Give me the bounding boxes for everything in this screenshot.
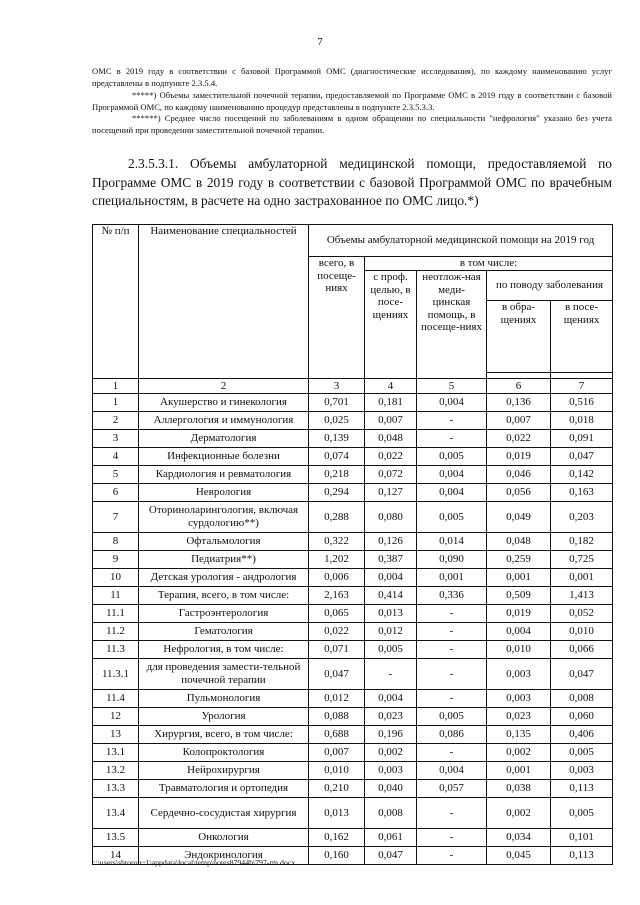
row-urgent: 0,014 [417,533,487,551]
row-visits: 0,060 [551,708,613,726]
row-appeals: 0,038 [487,780,551,798]
row-prof: 0,387 [365,551,417,569]
table-row [93,726,613,744]
row-appeals: 0,034 [487,829,551,847]
row-prof: 0,127 [365,484,417,502]
table-row [93,641,613,659]
row-specialty: Хирургия, всего, в том числе: [139,726,309,744]
footnote-continuation: ОМС в 2019 году в соответствии с базовой Программой ОМС (диагностические исследования), по каждому наименованию услуг представлены в подпункте 2.3.5.4. [92,66,612,88]
row-specialty: Акушерство и гинекология [139,394,309,412]
header-incl: в том числе: [365,257,613,271]
row-number: 13.2 [93,762,139,780]
row-urgent: - [417,744,487,762]
row-prof: 0,023 [365,708,417,726]
row-urgent: - [417,829,487,847]
row-prof: 0,181 [365,394,417,412]
row-total: 0,025 [309,412,365,430]
row-visits: 0,018 [551,412,613,430]
table-row [93,502,613,533]
table-row [93,690,613,708]
row-prof: 0,005 [365,641,417,659]
row-number: 14 [93,847,139,865]
row-total: 0,688 [309,726,365,744]
row-prof: - [365,659,417,690]
row-specialty: Неврология [139,484,309,502]
row-prof: 0,003 [365,762,417,780]
row-number: 10 [93,569,139,587]
row-total: 0,139 [309,430,365,448]
row-total: 0,162 [309,829,365,847]
col-number: 5 [417,379,487,394]
row-specialty: Колопроктология [139,744,309,762]
row-prof: 0,004 [365,690,417,708]
row-total: 0,322 [309,533,365,551]
row-visits: 0,113 [551,847,613,865]
row-urgent: 0,090 [417,551,487,569]
table-row [93,448,613,466]
row-specialty: Урология [139,708,309,726]
header-disease: по поводу заболевания [487,271,613,301]
row-prof: 0,048 [365,430,417,448]
row-specialty: для проведения замести-тельной почечной терапии [139,659,309,690]
col-number: 1 [93,379,139,394]
row-specialty: Кардиология и ревматология [139,466,309,484]
row-visits: 0,101 [551,829,613,847]
row-visits: 0,066 [551,641,613,659]
row-visits: 1,413 [551,587,613,605]
row-prof: 0,047 [365,847,417,865]
file-path-footer: c:\users\shtoroh~1\appdata\local\temp\notes87944b\797-rm.docx [92,858,296,867]
row-total: 0,294 [309,484,365,502]
col-number: 6 [487,379,551,394]
row-specialty: Эндокринология [139,847,309,865]
row-visits: 0,047 [551,659,613,690]
row-specialty: Офтальмология [139,533,309,551]
row-appeals: 0,003 [487,690,551,708]
row-number: 11.4 [93,690,139,708]
row-prof: 0,007 [365,412,417,430]
row-urgent: - [417,430,487,448]
table-row [93,466,613,484]
row-total: 0,022 [309,623,365,641]
row-total: 0,288 [309,502,365,533]
row-appeals: 0,045 [487,847,551,865]
footnote-6-stars: ******) Среднее число посещений по заболеваниям в одном обращении по специальности "нефрология" указано без учета посещений при проведении заместительной почечной терапии. [92,113,612,135]
table-row [93,780,613,798]
row-number: 6 [93,484,139,502]
row-prof: 0,072 [365,466,417,484]
row-appeals: 0,022 [487,430,551,448]
col-number: 7 [551,379,613,394]
row-appeals: 0,007 [487,412,551,430]
table-row [93,394,613,412]
section-heading [92,155,612,211]
column-numbers-row [93,379,613,394]
row-total: 0,006 [309,569,365,587]
row-prof: 0,080 [365,502,417,533]
row-urgent: - [417,847,487,865]
row-visits: 0,003 [551,762,613,780]
table-row [93,587,613,605]
row-visits: 0,005 [551,798,613,829]
row-appeals: 0,136 [487,394,551,412]
row-specialty: Пульмонология [139,690,309,708]
row-visits: 0,091 [551,430,613,448]
row-prof: 0,040 [365,780,417,798]
row-total: 0,160 [309,847,365,865]
row-specialty: Онкология [139,829,309,847]
row-prof: 0,061 [365,829,417,847]
row-number: 11.3.1 [93,659,139,690]
table-row [93,533,613,551]
header-urgent: неотлож-ная меди-цинская помощь, в посеще-ниях [417,271,487,373]
table-row [93,412,613,430]
table-row [93,762,613,780]
row-total: 0,074 [309,448,365,466]
row-specialty: Терапия, всего, в том числе: [139,587,309,605]
row-urgent: 0,004 [417,394,487,412]
row-specialty: Гастроэнтерология [139,605,309,623]
row-total: 0,218 [309,466,365,484]
row-urgent: 0,004 [417,762,487,780]
header-prof: с проф. целью, в посе-щениях [365,271,417,373]
table-row [93,744,613,762]
row-number: 13.3 [93,780,139,798]
row-specialty: Педиатрия**) [139,551,309,569]
row-number: 3 [93,430,139,448]
row-total: 0,010 [309,762,365,780]
row-number: 11.1 [93,605,139,623]
table-row [93,430,613,448]
row-prof: 0,002 [365,744,417,762]
volumes-table [92,224,613,865]
table-row [93,605,613,623]
row-visits: 0,010 [551,623,613,641]
table-row [93,623,613,641]
row-number: 11.2 [93,623,139,641]
row-prof: 0,126 [365,533,417,551]
table-row [93,798,613,829]
row-urgent: 0,336 [417,587,487,605]
table-row [93,659,613,690]
heading-text: Объемы амбулаторной медицинской помощи, предоставляемой по Программе ОМС в 2019 году в соответствии с базовой Программой ОМС по врачебным специальностям, в расчете на одно застрахованное по ОМС лицо.*) [92,156,612,209]
row-urgent: 0,086 [417,726,487,744]
row-specialty: Нефрология, в том числе: [139,641,309,659]
row-visits: 0,005 [551,744,613,762]
header-total: всего, в посеще-ниях [309,257,365,373]
row-number: 7 [93,502,139,533]
table-row [93,484,613,502]
row-urgent: 0,005 [417,708,487,726]
row-prof: 0,414 [365,587,417,605]
header-appeals: в обра-щениях [487,301,551,373]
row-visits: 0,047 [551,448,613,466]
header-name: Наименование специальностей [139,225,309,373]
row-specialty: Дерматология [139,430,309,448]
row-number: 11 [93,587,139,605]
row-specialty: Детская урология - андрология [139,569,309,587]
row-appeals: 0,001 [487,762,551,780]
row-urgent: - [417,659,487,690]
row-number: 5 [93,466,139,484]
row-appeals: 0,002 [487,798,551,829]
heading-number: 2.3.5.3.1. [128,156,179,171]
row-visits: 0,001 [551,569,613,587]
table-row [93,829,613,847]
row-visits: 0,406 [551,726,613,744]
row-visits: 0,516 [551,394,613,412]
row-number: 8 [93,533,139,551]
row-urgent: - [417,623,487,641]
row-number: 1 [93,394,139,412]
row-urgent: 0,004 [417,466,487,484]
row-visits: 0,182 [551,533,613,551]
row-urgent: - [417,690,487,708]
row-visits: 0,142 [551,466,613,484]
row-total: 0,071 [309,641,365,659]
row-appeals: 0,056 [487,484,551,502]
row-appeals: 0,019 [487,448,551,466]
row-urgent: - [417,412,487,430]
row-appeals: 0,010 [487,641,551,659]
row-urgent: 0,001 [417,569,487,587]
table-row [93,569,613,587]
row-appeals: 0,135 [487,726,551,744]
row-total: 0,701 [309,394,365,412]
page-number: 7 [317,36,323,48]
row-appeals: 0,001 [487,569,551,587]
row-prof: 0,022 [365,448,417,466]
row-number: 4 [93,448,139,466]
header-num: № п/п [93,225,139,373]
header-visits: в посе-щениях [551,301,613,373]
header-volumes: Объемы амбулаторной медицинской помощи на 2019 год [309,225,613,257]
row-number: 13.1 [93,744,139,762]
row-visits: 0,203 [551,502,613,533]
row-specialty: Инфекционные болезни [139,448,309,466]
row-specialty: Сердечно-сосудистая хирургия [139,798,309,829]
row-total: 0,013 [309,798,365,829]
row-specialty: Гематология [139,623,309,641]
table-row [93,708,613,726]
row-total: 1,202 [309,551,365,569]
row-appeals: 0,004 [487,623,551,641]
row-appeals: 0,003 [487,659,551,690]
row-number: 11.3 [93,641,139,659]
row-prof: 0,013 [365,605,417,623]
row-total: 0,047 [309,659,365,690]
row-appeals: 0,049 [487,502,551,533]
row-appeals: 0,019 [487,605,551,623]
row-total: 0,065 [309,605,365,623]
row-number: 2 [93,412,139,430]
row-number: 13.4 [93,798,139,829]
row-total: 0,210 [309,780,365,798]
row-visits: 0,725 [551,551,613,569]
row-specialty: Нейрохирургия [139,762,309,780]
row-appeals: 0,023 [487,708,551,726]
row-specialty: Оториноларингология, включая сурдологию**) [139,502,309,533]
row-visits: 0,052 [551,605,613,623]
row-total: 0,088 [309,708,365,726]
table-row [93,551,613,569]
footnote-5-stars: *****) Объемы заместительной почечной терапии, предоставляемой по Программе ОМС в 2019 году в соответствии с базовой Программой ОМС, по каждому наименованию процедур представлены в подпункте 2.3.5.3.3. [92,90,612,112]
row-prof: 0,196 [365,726,417,744]
row-prof: 0,012 [365,623,417,641]
row-urgent: - [417,798,487,829]
row-total: 2,163 [309,587,365,605]
row-urgent: 0,005 [417,502,487,533]
col-number: 3 [309,379,365,394]
row-visits: 0,163 [551,484,613,502]
row-visits: 0,113 [551,780,613,798]
row-specialty: Аллергология и иммунология [139,412,309,430]
row-urgent: 0,005 [417,448,487,466]
row-visits: 0,008 [551,690,613,708]
row-urgent: 0,004 [417,484,487,502]
row-appeals: 0,509 [487,587,551,605]
row-total: 0,012 [309,690,365,708]
row-number: 9 [93,551,139,569]
row-prof: 0,004 [365,569,417,587]
row-appeals: 0,046 [487,466,551,484]
row-number: 13 [93,726,139,744]
row-specialty: Травматология и ортопедия [139,780,309,798]
row-urgent: - [417,641,487,659]
row-prof: 0,008 [365,798,417,829]
col-number: 2 [139,379,309,394]
row-urgent: - [417,605,487,623]
row-total: 0,007 [309,744,365,762]
row-urgent: 0,057 [417,780,487,798]
col-number: 4 [365,379,417,394]
row-appeals: 0,259 [487,551,551,569]
row-number: 12 [93,708,139,726]
row-appeals: 0,002 [487,744,551,762]
row-number: 13.5 [93,829,139,847]
row-appeals: 0,048 [487,533,551,551]
